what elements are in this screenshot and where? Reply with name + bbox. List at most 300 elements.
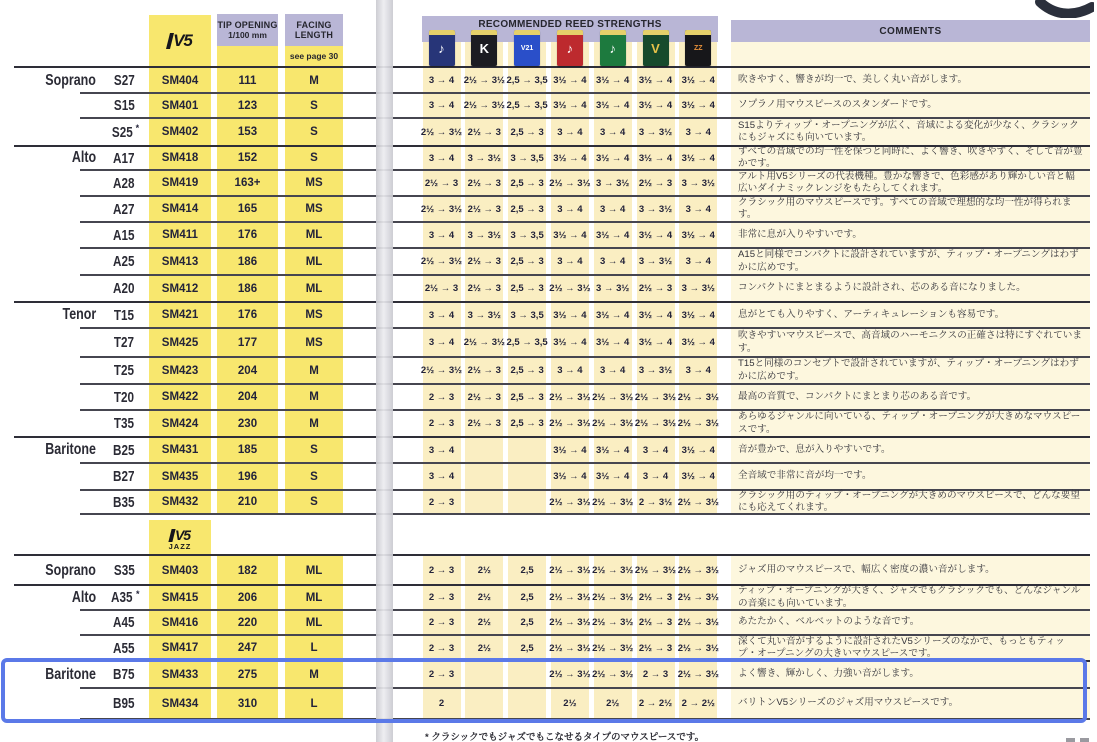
reed-strength-value: 3 → 4: [642, 471, 669, 482]
reed-strength-value: 2½ → 3½: [549, 642, 591, 654]
comment-text: よく響き、輝かしく、力強い音がします。: [738, 668, 919, 680]
reed-box-glyph: V: [651, 40, 660, 56]
model-code: T20: [113, 388, 135, 406]
table-row: [0, 610, 1097, 635]
sm-number: SM401: [161, 99, 199, 112]
see-page-note: [285, 48, 343, 64]
page-number-fragment: [1080, 738, 1089, 742]
facing-length-value: M: [309, 364, 319, 377]
reed-strength-value: 3½ → 4: [596, 471, 630, 482]
facing-length-value: ML: [305, 282, 323, 295]
comment-text: 音が豊かで、息が入りやすいです。: [738, 443, 891, 455]
sm-number: SM423: [161, 364, 199, 377]
reed-strength-value: 3 → 3½: [596, 177, 630, 189]
reed-strength-value: [465, 437, 503, 463]
reed-strength-value: 2½ → 3½: [549, 565, 591, 576]
tip-opening-value: 165: [237, 203, 258, 215]
reed-strength-value: 2,5 → 3: [510, 203, 544, 215]
sm-number: SM419: [161, 177, 199, 189]
reed-strength-value: 2,5 → 3: [510, 177, 544, 189]
facing-length-header: [285, 14, 343, 46]
reed-strength-value: 3½ → 4: [596, 444, 630, 456]
category-label: Soprano: [45, 71, 96, 89]
reed-strength-value: 3 → 3½: [638, 256, 673, 267]
reed-strength-value: 2,5 → 3: [510, 418, 544, 429]
tip-opening-value: 123: [237, 99, 258, 112]
category-label: [0, 196, 96, 222]
tip-opening-value: 230: [237, 417, 258, 430]
category-label: Baritone: [45, 441, 96, 458]
reed-strength-value: 2,5 → 3,5: [506, 100, 548, 111]
model-code: A27: [113, 200, 135, 218]
tip-opening-value: 204: [237, 364, 258, 377]
reed-strength-value: 2½ → 3: [424, 283, 459, 294]
reed-strength-value: 2½ → 3½: [420, 256, 463, 267]
reed-box-glyph: ZZ: [694, 44, 703, 52]
reed-box-lid: [557, 30, 583, 35]
category-label: [0, 328, 96, 357]
model-code: B75: [113, 666, 135, 683]
reed-strength-value: 3½ → 4: [553, 444, 587, 456]
reed-strength-value: 2,5: [520, 642, 534, 654]
reed-strength-value: 3 → 4: [557, 365, 583, 376]
sm-number: SM403: [161, 564, 199, 577]
reed-strength-value: 2½ → 3½: [463, 100, 505, 111]
reed-strength-value: 2½ → 3½: [634, 565, 677, 576]
table-row: [0, 556, 1097, 585]
facing-title-2: LENGTH: [294, 30, 334, 40]
tip-opening-value: 275: [237, 668, 258, 681]
reed-strength-value: 2½ → 3½: [592, 617, 634, 628]
model-code: B95: [113, 695, 135, 712]
reed-strength-value: 2½: [477, 592, 491, 603]
reed-strength-value: 2,5 → 3,5: [506, 337, 548, 348]
tip-opening-value: 111: [238, 74, 257, 87]
table-row: [0, 68, 1097, 93]
model-code: T35: [113, 415, 135, 432]
reed-strength-value: 3½ → 4: [681, 152, 715, 164]
comments-title: COMMENTS: [879, 25, 942, 37]
reed-box-glyph: ♪: [609, 40, 616, 56]
table-row: [0, 410, 1097, 437]
reed-strength-value: 3½ → 4: [638, 152, 673, 164]
facing-length-value: S: [310, 99, 318, 112]
sm-number: SM431: [161, 444, 199, 456]
reed-strength-value: 3 → 4: [428, 229, 455, 241]
reed-strength-value: 3 → 4: [600, 203, 626, 215]
table-row: [0, 384, 1097, 410]
reed-strength-value: 3½ → 4: [596, 152, 630, 164]
reed-strength-value: 2½ → 3: [467, 418, 501, 429]
reed-strength-value: 2½ → 3½: [592, 592, 634, 603]
reed-box-v12-black: [471, 30, 497, 66]
reed-strength-value: 3 → 4: [600, 126, 626, 138]
v5-jazz-logo: [149, 522, 211, 556]
category-label: [0, 463, 96, 490]
model-code: S27: [113, 72, 135, 89]
tip-opening-value: 152: [237, 152, 258, 164]
facing-title-1: FACING: [296, 20, 332, 30]
reed-strength-value: 2½ → 3½: [592, 669, 634, 680]
reed-box-lid: [471, 30, 497, 35]
reed-strength-value: 3 → 4: [557, 203, 583, 215]
reed-strength-value: 2½: [606, 698, 620, 709]
tip-opening-value: 186: [237, 255, 258, 268]
reed-strength-value: 2½ → 3½: [420, 203, 463, 215]
reed-strength-value: 2½ → 3½: [549, 418, 591, 429]
reed-strength-value: 3½ → 4: [553, 100, 587, 111]
reed-strength-value: 3½ → 4: [638, 337, 673, 348]
reed-strength-value: 3 → 4: [685, 365, 711, 376]
category-label: [0, 384, 96, 410]
category-label: [0, 275, 96, 302]
reed-strength-value: 2,5 → 3: [510, 365, 544, 376]
reed-box-zz-black: [685, 30, 711, 66]
category-label: [0, 170, 96, 196]
reed-strength-value: 3½ → 4: [681, 337, 715, 348]
reed-box-v21-blue: [514, 30, 540, 66]
model-code: T27: [113, 334, 135, 351]
v5-logo-text: V5: [173, 30, 192, 50]
reed-strength-value: 3½ → 4: [553, 75, 587, 86]
reed-strength-value: 2½ → 3: [467, 203, 501, 215]
comment-text: S15よりティップ・オープニングが広く、音域による変化が少なく、クラシックにもジャズにも向いています。: [738, 119, 1079, 143]
page-gutter: [376, 0, 393, 742]
v5-logo: [149, 18, 211, 62]
reed-strength-value: 3 → 4: [685, 256, 711, 267]
reed-strength-value: 2½ → 3½: [420, 365, 463, 376]
reed-strength-value: [508, 463, 546, 490]
facing-length-value: ML: [305, 564, 323, 577]
model-code: S15: [113, 97, 135, 114]
table-row: [0, 302, 1097, 328]
sm-number: SM412: [161, 282, 199, 295]
facing-length-value: M: [309, 668, 319, 681]
reed-strength-value: 3½ → 4: [553, 337, 587, 348]
tip-opening-value: 153: [237, 126, 258, 138]
reed-strength-value: 2½ → 3½: [592, 642, 634, 654]
reed-strength-value: [465, 490, 503, 514]
reed-strength-value: 3 → 4: [428, 100, 455, 111]
sm-number: SM435: [161, 470, 199, 483]
reed-strength-value: 2½ → 3½: [592, 418, 634, 429]
model-code: B35: [113, 493, 135, 511]
reed-strength-value: 3½ → 4: [596, 229, 630, 241]
sm-number: SM414: [161, 203, 199, 215]
category-label: [0, 118, 96, 146]
reed-strength-value: 2½: [477, 617, 491, 628]
sm-number: SM404: [161, 74, 199, 87]
reed-strength-value: 2½ → 3½: [549, 177, 591, 189]
v5-jazz-sub-text: JAZZ: [168, 541, 192, 551]
reed-strength-value: 2½ → 3½: [549, 496, 591, 508]
reed-strength-value: 3 → 3½: [681, 177, 715, 189]
reed-strength-value: 2½ → 3½: [549, 283, 591, 294]
reed-strength-value: 2½ → 3½: [677, 391, 719, 403]
tip-opening-value: 177: [237, 336, 258, 349]
reed-strength-value: 3 → 3,5: [510, 229, 544, 241]
comment-text: ティップ・オープニングが大きく、ジャズでもクラシックでも、どんなジャンルの音楽にも向いています。: [738, 585, 1081, 609]
model-code: B25: [113, 441, 135, 459]
table-row: [0, 222, 1097, 248]
reed-strength-value: 3½ → 4: [596, 75, 630, 86]
comment-text: 吹きやすく、響きが均一で、美しく丸い音がします。: [738, 74, 968, 86]
facing-length-value: ML: [305, 616, 323, 629]
reed-strength-value: 2 → 3: [428, 669, 455, 680]
table-row: [0, 463, 1097, 490]
reed-strength-value: 3 → 4: [685, 126, 711, 138]
reed-strength-value: 2½ → 3½: [677, 418, 719, 429]
tip-opening-value: 176: [237, 229, 258, 241]
reed-box-glyph: ♪: [566, 40, 574, 56]
reed-strength-value: 2½ → 3: [638, 617, 673, 628]
sm-number: SM413: [161, 255, 199, 268]
table-row: [0, 437, 1097, 463]
comment-text: クラシック用のマウスピースです。すべての音域で理想的な均一性が得られます。: [738, 196, 1072, 220]
comment-text: すべての音域での均一性を保つと同時に、よく響き、吹きやすく、そして音が豊かです。: [738, 145, 1083, 169]
reed-box-traditional-blue: [429, 30, 455, 66]
reed-strength-value: 3½ → 4: [681, 100, 715, 111]
reed-strength-value: 2½ → 3½: [592, 391, 634, 403]
sm-number: SM434: [161, 697, 199, 710]
category-label: [0, 357, 96, 384]
reed-strength-value: 2 → 3: [428, 592, 455, 603]
facing-length-value: M: [309, 391, 319, 403]
v5-jazz-logo-text: V5: [174, 526, 191, 543]
sm-number: SM411: [162, 229, 198, 241]
model-code: T25: [113, 362, 135, 379]
reed-strength-value: 3 → 4: [600, 256, 626, 267]
reed-strength-value: 2½ → 3½: [549, 669, 591, 680]
sm-number: SM415: [161, 591, 199, 604]
facing-length-value: ML: [305, 255, 323, 268]
reed-strength-value: 2½ → 3½: [592, 565, 634, 576]
reed-strength-value: 2½ → 3: [424, 177, 459, 189]
category-label: Soprano: [45, 561, 96, 579]
model-code: T15: [113, 306, 135, 324]
table-row: [0, 248, 1097, 275]
reed-strength-value: 3 → 3,5: [510, 152, 544, 164]
reed-strength-value: 3½ → 4: [681, 309, 715, 321]
table-row: [0, 585, 1097, 610]
reed-strength-value: 2½ → 3½: [677, 592, 719, 603]
tip-opening-value: 204: [237, 391, 258, 403]
reed-strength-value: 2½ → 3½: [677, 642, 719, 654]
category-label: [0, 93, 96, 118]
facing-length-value: MS: [305, 203, 323, 215]
reed-strength-value: 2 → 2½: [681, 698, 715, 709]
facing-length-value: M: [309, 74, 319, 87]
reed-strength-value: [508, 490, 546, 514]
facing-length-value: S: [310, 470, 318, 483]
category-label: Baritone: [45, 665, 96, 683]
comment-text: 全音域で非常に音が均一です。: [738, 470, 872, 482]
reed-strength-value: 3½ → 4: [681, 444, 715, 456]
reed-strength-value: 2½ → 3: [467, 365, 501, 376]
table-row: [0, 275, 1097, 302]
sm-number: SM433: [161, 668, 199, 681]
reed-strength-value: 3½ → 4: [596, 337, 630, 348]
reed-strength-value: 3 → 4: [428, 75, 455, 86]
reed-strength-value: 2,5 → 3: [510, 126, 544, 138]
reed-strength-value: 3 → 4: [428, 471, 455, 482]
comment-text: クラシック用のティップ・オープニングが大きめのマウスピースで、どんな要望にも応えてくれます。: [738, 489, 1080, 513]
reed-strength-value: 2½ → 3: [638, 642, 673, 654]
category-label: Alto: [71, 149, 96, 166]
reed-strength-value: 3½ → 4: [596, 100, 630, 111]
sm-number: SM402: [161, 126, 199, 138]
reed-box-java-red: [557, 30, 583, 66]
facing-length-value: MS: [305, 336, 323, 349]
comment-text: 吹きやすいマウスピースで、高音域のハーモニクスの正確さは特にすぐれています。: [738, 330, 1082, 354]
reed-strength-value: 3 → 4: [557, 126, 583, 138]
tip-opening-value: 163+: [234, 177, 261, 189]
facing-length-value: S: [310, 152, 318, 164]
model-code: A20: [113, 280, 135, 297]
reed-strength-value: 2,5 → 3,5: [506, 75, 548, 86]
reed-strength-value: 3 → 3½: [596, 283, 630, 294]
category-label: [0, 410, 96, 437]
reed-strength-value: 3½ → 4: [553, 229, 587, 241]
sm-number: SM418: [161, 152, 199, 164]
reed-strength-value: 2½ → 3½: [549, 592, 591, 603]
reed-strength-value: 3 → 3½: [467, 152, 501, 164]
reed-strength-value: 3 → 4: [428, 152, 455, 164]
table-row: [0, 93, 1097, 118]
facing-length-value: S: [310, 444, 318, 456]
reed-strength-value: 2½ → 3½: [592, 496, 634, 508]
table-row: [0, 490, 1097, 514]
reed-strength-value: 2 → 3: [428, 418, 455, 429]
row-selection-highlight[interactable]: [1, 658, 1087, 723]
reed-strength-value: 2 → 3: [428, 642, 455, 654]
reed-strength-value: 3½ → 4: [638, 229, 673, 241]
comment-text: バリトンV5シリーズのジャズ用マウスピースです。: [738, 697, 959, 709]
tip-opening-value: 220: [237, 616, 258, 629]
facing-length-value: ML: [305, 591, 323, 604]
model-code: S25 *: [111, 123, 140, 141]
sm-number: SM425: [161, 336, 199, 349]
reed-strength-value: 2½: [477, 565, 491, 576]
reed-strength-value: 3 → 4: [685, 203, 711, 215]
reed-strength-value: 3½ → 4: [638, 100, 673, 111]
comment-text: 非常に息が入りやすいです。: [738, 228, 862, 240]
model-code: B27: [113, 468, 135, 485]
reed-strength-value: 2 → 3½: [638, 496, 673, 508]
tip-opening-value: 210: [237, 496, 258, 508]
category-label: [0, 610, 96, 635]
reed-strength-value: 2½ → 3: [467, 126, 501, 138]
facing-length-value: L: [310, 697, 318, 710]
reed-strength-value: 2½ → 3½: [420, 126, 463, 138]
reed-strength-value: 3 → 4: [557, 256, 583, 267]
comment-text: 深くて丸い音がするように設計されたV5シリーズのなかで、もっともティップ・オープニングの大きいマウスピースです。: [738, 635, 1065, 659]
see-page-text: see page 30: [289, 51, 339, 61]
reed-strength-value: 2½ → 3½: [634, 418, 677, 429]
reed-strengths-title: RECOMMENDED REED STRENGTHS: [478, 18, 662, 30]
table-row: [0, 146, 1097, 170]
facing-length-value: L: [310, 642, 318, 654]
model-code: S35: [113, 562, 135, 579]
reed-box-v16-dark-green: [643, 30, 669, 66]
tip-opening-value: 186: [237, 282, 258, 295]
reed-strength-value: 3 → 4: [600, 365, 626, 376]
reed-strength-value: 2½ → 3½: [677, 617, 719, 628]
sm-number: SM424: [161, 417, 199, 430]
reed-strength-value: 2½: [563, 698, 577, 709]
reed-box-lid: [685, 30, 711, 35]
model-code: A15: [113, 226, 135, 244]
reed-box-lid: [514, 30, 540, 35]
reed-strength-value: 2½ → 3: [467, 256, 501, 267]
reed-box-glyph: V21: [520, 44, 534, 52]
sm-number: SM416: [161, 616, 199, 629]
model-code: A28: [113, 174, 135, 192]
model-code: A17: [113, 149, 135, 167]
facing-length-value: MS: [305, 309, 323, 321]
reed-box-lid: [429, 30, 455, 35]
reed-strength-value: 2: [438, 698, 445, 709]
corner-graphic-fragment: [1028, 0, 1094, 18]
reed-strength-value: 2,5: [520, 592, 534, 603]
reed-strength-value: 2½ → 3½: [677, 496, 719, 508]
tip-opening-value: 176: [237, 309, 258, 321]
reed-strength-value: 3 → 4: [428, 337, 455, 348]
reed-strength-value: 3 → 4: [428, 309, 455, 321]
category-label: [0, 248, 96, 275]
comment-text: コンパクトにまとまるように設計され、芯のある音になりました。: [738, 282, 1026, 294]
table-row: [0, 357, 1097, 384]
category-label: Tenor: [62, 306, 96, 323]
reed-strength-value: 2½ → 3: [638, 283, 673, 294]
reed-strength-value: 2 → 3: [428, 496, 455, 508]
tip-opening-title: TIP OPENING: [217, 20, 278, 30]
reed-strength-value: 2½: [477, 642, 491, 654]
reed-strength-value: 3 → 3½: [467, 229, 501, 241]
sm-number: SM417: [161, 642, 199, 654]
reed-strength-value: 2,5 → 3: [510, 256, 544, 267]
facing-length-value: MS: [305, 177, 323, 189]
reed-strength-value: 3½ → 4: [681, 75, 715, 86]
tip-opening-header: [217, 14, 278, 46]
reed-strength-value: 3 → 3½: [681, 283, 715, 294]
reed-box-lid: [643, 30, 669, 35]
reed-strength-value: 2½ → 3: [638, 592, 673, 603]
comment-text: 息がとても入りやすく、アーティキュレーションも容易です。: [738, 308, 1005, 320]
facing-length-value: S: [310, 496, 318, 508]
model-code: A45: [113, 614, 135, 631]
reed-strength-value: 2 → 2½: [638, 698, 673, 709]
reed-box-java-green: [600, 30, 626, 66]
reed-strength-value: 2½ → 3: [638, 177, 673, 189]
reed-strength-value: 2½ → 3½: [549, 391, 591, 403]
facing-length-value: ML: [305, 229, 323, 241]
tip-opening-value: 182: [237, 564, 258, 577]
reed-strength-value: 2½ → 3: [467, 391, 501, 403]
table-row: [0, 118, 1097, 146]
model-code: A35 *: [111, 588, 140, 606]
reed-strength-value: 2½ → 3½: [677, 669, 719, 680]
reed-strength-value: 3½ → 4: [681, 229, 715, 241]
page-number-fragment: [1066, 738, 1075, 742]
reed-strength-value: 2,5: [520, 617, 534, 628]
reed-strength-value: 3½ → 4: [553, 471, 587, 482]
reed-strength-value: 3½ → 4: [638, 75, 673, 86]
comment-text: A15と同様でコンパクトに設計されていますが、ティップ・オープニングはわずかに広めです。: [738, 249, 1079, 273]
reed-strength-value: 2½ → 3: [467, 177, 501, 189]
comment-text: あらゆるジャンルに向いている、ティップ・オープニングが大きめなマウスピースです。: [738, 411, 1081, 435]
sm-number: SM422: [161, 391, 199, 403]
